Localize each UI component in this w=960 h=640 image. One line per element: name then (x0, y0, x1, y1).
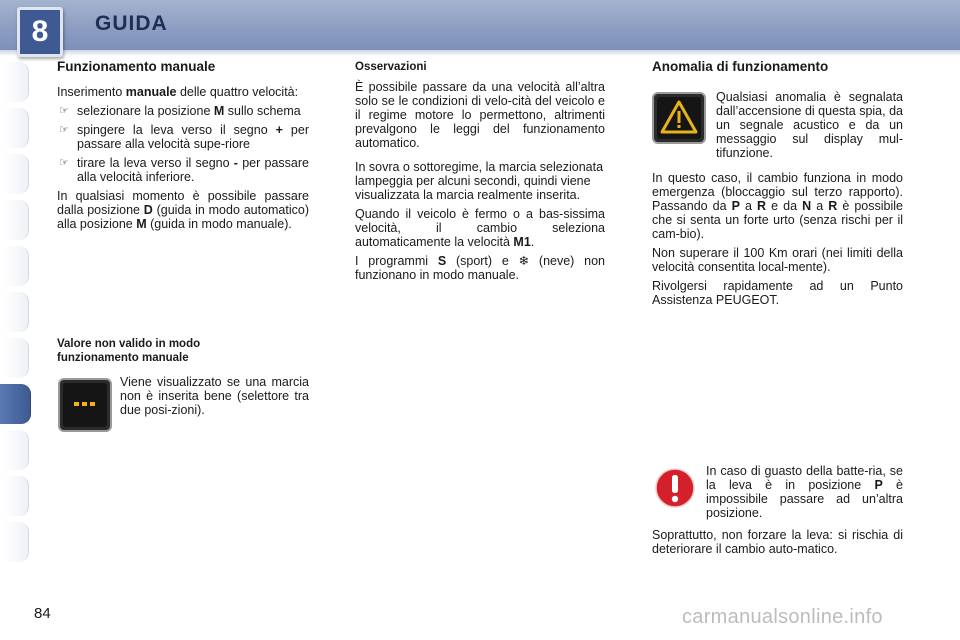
battery-note-block (706, 464, 903, 525)
paragraph: In questo caso, il cambio funziona in modo emergenza (bloccaggio sul terzo rapporto). Passando da P a R e da N a R è possibile che si senta un forte urto (senza rischi per il cam-bio). (652, 171, 903, 241)
page-number: 84 (34, 605, 51, 622)
snowflake-icon: ❄ (518, 254, 530, 268)
final-note-block (652, 528, 903, 561)
warning-text-block (716, 90, 903, 165)
subsection-title: Valore non valido in modo funzionamento manuale (57, 338, 201, 364)
chapter-tab[interactable] (4, 246, 29, 286)
chapter-tab[interactable] (4, 476, 29, 516)
exclamation-circle-icon (654, 467, 696, 509)
list-item: ☞ spingere la leva verso il segno + per passare alla velocità supe-riore (59, 123, 309, 151)
chapter-tab-active[interactable] (0, 384, 31, 424)
paragraph: È possibile passare da una velocità all’altra solo se le condizioni di velo-cità del veicolo e il regime motore lo permettono, altrimenti prevalgono le leggi del funzionamento automatico. (355, 80, 605, 150)
paragraph: Viene visualizzato se una marcia non è inserita bene (selettore tra due posi-zioni). (120, 375, 309, 417)
section-title: Osservazioni (355, 61, 427, 73)
watermark: carmanualsonline.info (682, 606, 883, 628)
paragraph: Quando il veicolo è fermo o a bas-sissima velocità, il cambio seleziona automaticamente la velocità M1. (355, 207, 605, 249)
chapter-tab[interactable] (4, 62, 29, 102)
header-shade (0, 50, 960, 56)
chapter-number-badge: 8 (17, 7, 63, 57)
paragraph: In sovra o sottoregime, la marcia selezionata lampeggia per alcuni secondi, quindi viene visualizzata la marcia realmente inserita. (355, 160, 604, 202)
paragraph: Qualsiasi anomalia è segnalata dall’accensione di questa spia, da un segnale acustico e da un messaggio sul display mul-tifunzione. (716, 90, 903, 160)
chapter-tabs (0, 62, 34, 580)
paragraph: In caso di guasto della batte-ria, se la leva è in posizione P è impossibile passare ad un’altra posizione. (706, 464, 903, 520)
chapter-tab[interactable] (4, 522, 29, 562)
chapter-tab[interactable] (4, 154, 29, 194)
chapter-tab[interactable] (4, 108, 29, 148)
hand-pointer-icon: ☞ (59, 157, 69, 169)
chapter-tab[interactable] (4, 292, 29, 332)
list-item: ☞ tirare la leva verso il segno - per passare alla velocità inferiore. (59, 156, 309, 184)
invalid-value-section (57, 337, 267, 371)
warning-triangle-icon (652, 92, 706, 144)
paragraph: Soprattutto, non forzare la leva: si rischia di deteriorare il cambio auto-matico. (652, 528, 903, 556)
chapter-tab[interactable] (4, 430, 29, 470)
malfunction-details (652, 171, 903, 312)
chapter-tab[interactable] (4, 200, 29, 240)
paragraph: Non superare il 100 Km orari (nei limiti della velocità consentita local-mente). (652, 246, 903, 274)
paragraph: Rivolgersi rapidamente ad un Punto Assistenza PEUGEOT. (652, 279, 903, 307)
column-manual-mode (57, 60, 309, 236)
column-malfunction (652, 60, 903, 85)
paragraph: In qualsiasi momento è possibile passare dalla posizione D (guida in modo automatico) alla posizione M (guida in modo manuale). (57, 189, 310, 231)
list-item: ☞ selezionare la posizione M sullo schema (59, 104, 301, 118)
paragraph: Inserimento manuale delle quattro velocità: (57, 85, 299, 99)
paragraph: I programmi S (sport) e ❄ (neve) non funzionano in modo manuale. (355, 254, 605, 282)
section-title: Funzionamento manuale (57, 59, 216, 74)
column-observations (355, 60, 605, 287)
section-title: Anomalia di funzionamento (652, 59, 829, 74)
gear-dashes-icon (58, 378, 112, 432)
hand-pointer-icon: ☞ (59, 124, 69, 136)
chapter-tab[interactable] (4, 338, 29, 378)
hand-pointer-icon: ☞ (59, 105, 69, 117)
page-title: GUIDA (95, 12, 168, 35)
invalid-value-text-block (120, 375, 309, 422)
